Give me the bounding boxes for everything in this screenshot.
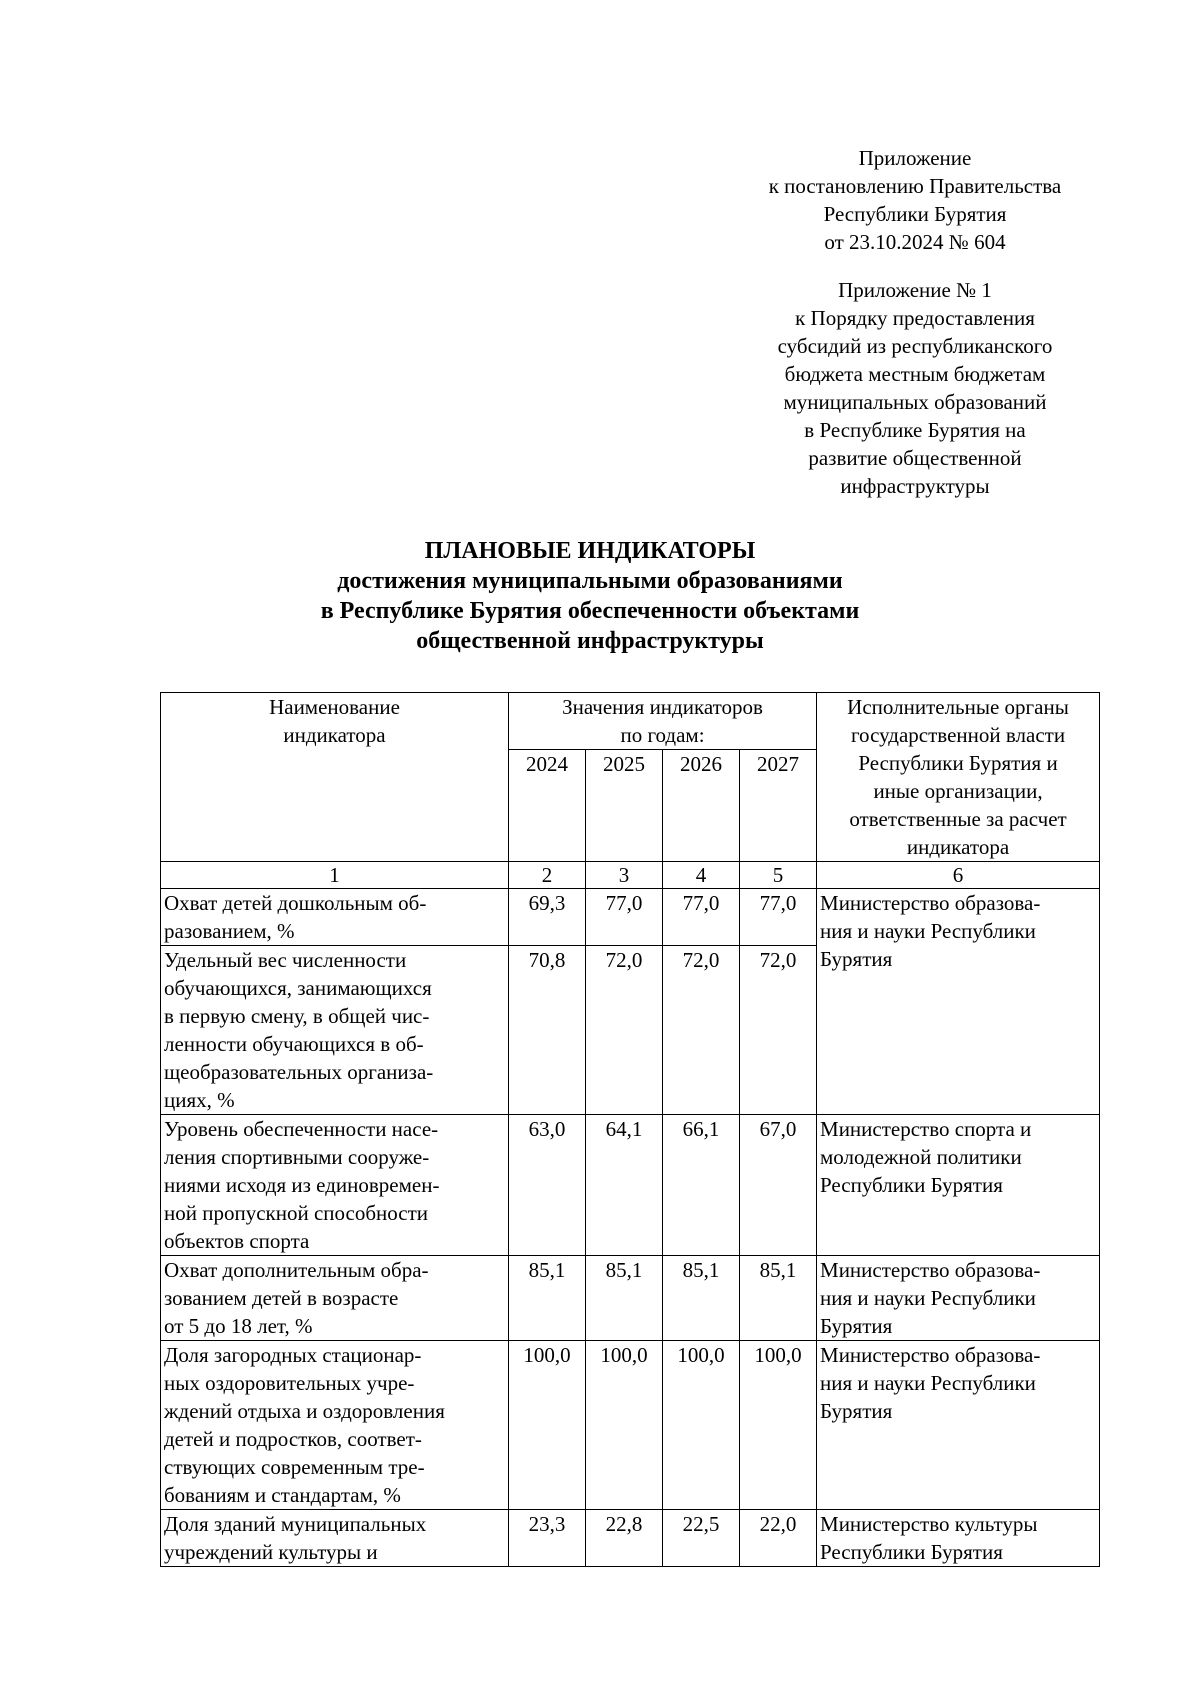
org-line: Министерство культуры <box>820 1512 1038 1536</box>
org-cell <box>817 889 1100 1115</box>
table-row <box>161 1341 1100 1510</box>
appendix-sub-line: субсидий из республиканского <box>777 334 1053 358</box>
indicator-name-line: Доля зданий муниципальных <box>164 1512 427 1536</box>
indicator-name-line: зованием детей в возрасте <box>164 1286 399 1310</box>
indicator-name-cell <box>161 1115 509 1256</box>
org-line: Министерство спорта и <box>820 1117 1032 1141</box>
header-year-cell: 2025 <box>586 750 663 862</box>
indicator-name-line: Охват детей дошкольным об- <box>164 891 427 915</box>
org-line: ния и науки Республики <box>820 1286 1036 1310</box>
indicator-name-cell <box>161 1510 509 1567</box>
org-line: Министерство образова- <box>820 891 1041 915</box>
value-cell-2027: 85,1 <box>740 1256 817 1341</box>
value-cell-2024: 69,3 <box>509 889 586 946</box>
appendix-main-block <box>690 144 1140 256</box>
value-cell-2027: 77,0 <box>740 889 817 946</box>
indicator-name-line: циях, % <box>164 1088 235 1112</box>
value-cell-2025: 64,1 <box>586 1115 663 1256</box>
appendix-sub-line: бюджета местным бюджетам <box>784 362 1046 386</box>
value-cell-2024: 70,8 <box>509 946 586 1115</box>
indicator-name-line: в первую смену, в общей чис- <box>164 1004 430 1028</box>
value-cell-2025: 72,0 <box>586 946 663 1115</box>
org-cell <box>817 1115 1100 1256</box>
title-line: достижения муниципальными образованиями <box>337 568 843 594</box>
indicator-name-line: Удельный вес численности <box>164 948 407 972</box>
value-cell-2026: 72,0 <box>663 946 740 1115</box>
indicator-name-line: бованиям и стандартам, % <box>164 1483 401 1507</box>
column-number-cell: 2 <box>509 862 586 889</box>
indicator-name-line: ления спортивными сооруже- <box>164 1145 430 1169</box>
value-cell-2024: 63,0 <box>509 1115 586 1256</box>
value-cell-2024: 100,0 <box>509 1341 586 1510</box>
header-year-cell: 2027 <box>740 750 817 862</box>
value-cell-2027: 72,0 <box>740 946 817 1115</box>
indicators-table <box>160 692 1100 1567</box>
title-line: ПЛАНОВЫЕ ИНДИКАТОРЫ <box>424 538 756 564</box>
table-header-row <box>161 693 1100 750</box>
column-number-cell: 3 <box>586 862 663 889</box>
appendix-sub-block <box>690 276 1140 500</box>
value-cell-2025: 100,0 <box>586 1341 663 1510</box>
indicator-name-line: детей и подростков, соответ- <box>164 1427 422 1451</box>
org-line: молодежной политики <box>820 1145 1022 1169</box>
header-values-line: по годам: <box>620 723 705 747</box>
org-line: ния и науки Республики <box>820 919 1036 943</box>
appendix-main-line: к постановлению Правительства <box>768 174 1062 198</box>
value-cell-2026: 66,1 <box>663 1115 740 1256</box>
indicator-name-line: ствующих современным тре- <box>164 1455 425 1479</box>
title-line: общественной инфраструктуры <box>416 628 764 654</box>
org-cell <box>817 1341 1100 1510</box>
column-numbers-row <box>161 862 1100 889</box>
header-name-line: индикатора <box>283 723 386 747</box>
header-org-line: индикатора <box>906 835 1010 859</box>
table-row <box>161 889 1100 946</box>
column-number-cell: 1 <box>161 862 509 889</box>
appendix-sub-line: к Порядку предоставления <box>795 306 1035 330</box>
appendix-sub-line: развитие общественной <box>808 446 1022 470</box>
indicator-name-line: ной пропускной способности <box>164 1201 429 1225</box>
value-cell-2024: 85,1 <box>509 1256 586 1341</box>
indicator-name-cell <box>161 1341 509 1510</box>
indicator-name-cell <box>161 1256 509 1341</box>
indicator-name-line: учреждений культуры и <box>164 1540 378 1564</box>
indicator-name-line: ниями исходя из единовремен- <box>164 1173 440 1197</box>
org-line: ния и науки Республики <box>820 1371 1036 1395</box>
org-line: Бурятия <box>820 1399 893 1423</box>
appendix-sub-line: инфраструктуры <box>840 474 990 498</box>
indicator-name-line: обучающихся, занимающихся <box>164 976 432 1000</box>
appendix-sub-line: в Республике Бурятия на <box>804 418 1026 442</box>
value-cell-2027: 22,0 <box>740 1510 817 1567</box>
org-cell <box>817 1510 1100 1567</box>
indicator-name-line: Охват дополнительным обра- <box>164 1258 429 1282</box>
header-values-cell <box>509 693 817 750</box>
column-number-cell: 5 <box>740 862 817 889</box>
indicator-name-line: объектов спорта <box>164 1229 310 1253</box>
appendix-sub-line: Приложение № 1 <box>838 278 992 302</box>
value-cell-2026: 100,0 <box>663 1341 740 1510</box>
value-cell-2026: 22,5 <box>663 1510 740 1567</box>
appendix-main-line: от 23.10.2024 № 604 <box>824 230 1006 254</box>
appendix-main-line: Республики Бурятия <box>823 202 1007 226</box>
value-cell-2025: 22,8 <box>586 1510 663 1567</box>
value-cell-2026: 85,1 <box>663 1256 740 1341</box>
value-cell-2027: 100,0 <box>740 1341 817 1510</box>
indicator-name-cell <box>161 946 509 1115</box>
appendix-sub-line: муниципальных образований <box>783 390 1047 414</box>
header-name-cell <box>161 693 509 862</box>
header-name-line: Наименование <box>269 695 400 719</box>
org-line: Бурятия <box>820 1314 893 1338</box>
document-title <box>120 536 1060 656</box>
header-org-line: Исполнительные органы <box>847 695 1069 719</box>
indicator-name-line: Доля загородных стационар- <box>164 1343 422 1367</box>
value-cell-2025: 77,0 <box>586 889 663 946</box>
indicator-name-line: ждений отдыха и оздоровления <box>164 1399 445 1423</box>
column-number-cell: 4 <box>663 862 740 889</box>
header-org-line: иные организации, <box>873 779 1043 803</box>
value-cell-2026: 77,0 <box>663 889 740 946</box>
header-year-cell: 2024 <box>509 750 586 862</box>
header-org-line: ответственные за расчет <box>849 807 1067 831</box>
table-row <box>161 1510 1100 1567</box>
org-line: Министерство образова- <box>820 1343 1041 1367</box>
org-cell <box>817 1256 1100 1341</box>
header-org-line: государственной власти <box>850 723 1066 747</box>
value-cell-2027: 67,0 <box>740 1115 817 1256</box>
header-org-cell <box>817 693 1100 862</box>
indicator-name-line: ленности обучающихся в об- <box>164 1032 424 1056</box>
table-row <box>161 1115 1100 1256</box>
header-year-cell: 2026 <box>663 750 740 862</box>
indicator-name-line: разованием, % <box>164 919 295 943</box>
header-values-line: Значения индикаторов <box>562 695 763 719</box>
title-line: в Республике Бурятия обеспеченности объектами <box>320 598 860 624</box>
org-line: Республики Бурятия <box>820 1540 1003 1564</box>
column-number-cell: 6 <box>817 862 1100 889</box>
org-line: Бурятия <box>820 947 893 971</box>
table-row <box>161 1256 1100 1341</box>
org-line: Республики Бурятия <box>820 1173 1003 1197</box>
indicator-name-line: от 5 до 18 лет, % <box>164 1314 313 1338</box>
value-cell-2025: 85,1 <box>586 1256 663 1341</box>
org-line: Министерство образова- <box>820 1258 1041 1282</box>
value-cell-2024: 23,3 <box>509 1510 586 1567</box>
indicator-name-cell <box>161 889 509 946</box>
indicator-name-line: ных оздоровительных учре- <box>164 1371 415 1395</box>
header-org-line: Республики Бурятия и <box>858 751 1058 775</box>
indicator-name-line: щеобразовательных организа- <box>164 1060 434 1084</box>
indicator-name-line: Уровень обеспеченности насе- <box>164 1117 439 1141</box>
appendix-main-line: Приложение <box>858 146 972 170</box>
